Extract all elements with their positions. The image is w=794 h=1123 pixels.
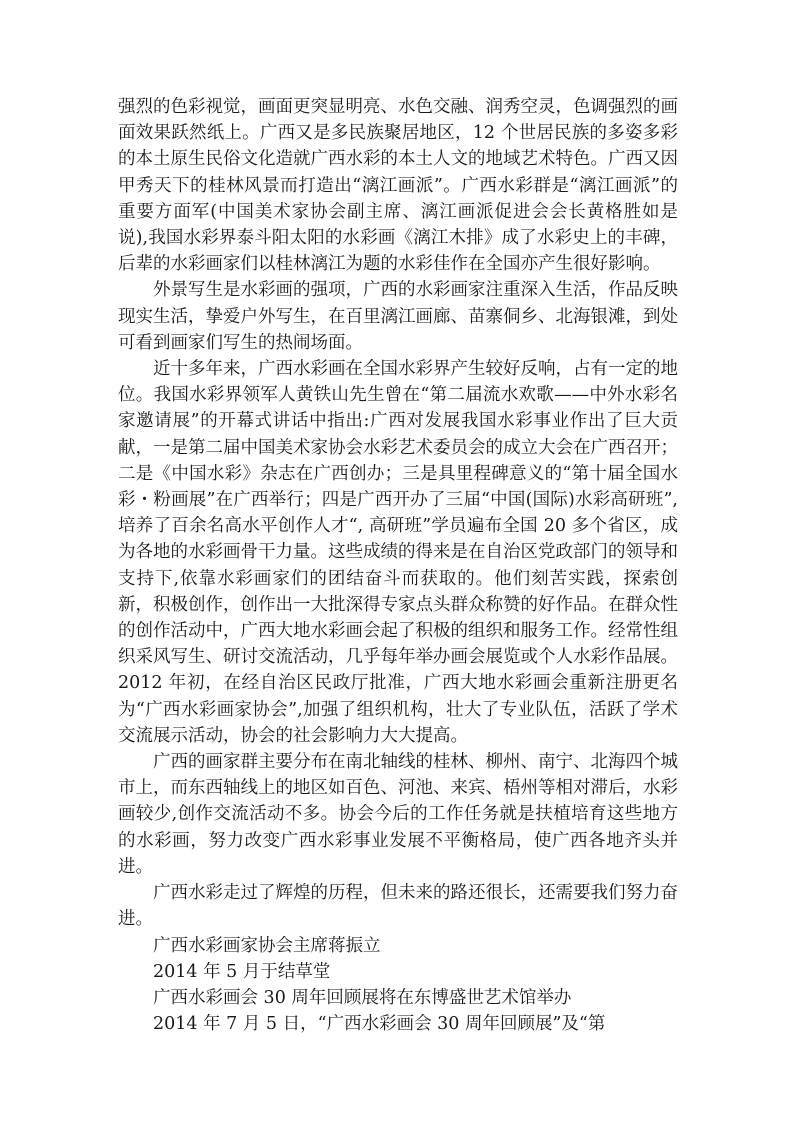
paragraph-recent-decade: 近十多年来，广西水彩画在全国水彩界产生较好反响，占有一定的地位。我国水彩界领军人黄铁山先生曾在“第二届流水欢歌——中外水彩名家邀请展”的开幕式讲话中指出:广西对发展我国水彩事业作出了巨大贡献，一是第二届中国美术家协会水彩艺术委员会的成立大会在广西召开；二是《中国水彩》杂志在广西创办；三是具里程碑意义的“第十届全国水彩・粉画展”在广西举行；四是广西开办了三届“中国(国际)水彩高研班”,培养了百余名高水平创作人才“, 高研班”学员遍布全国 20 多个省区，成为各地的水彩画骨干力量。这些成绩的得来是在自治区党政部门的领导和支持下,依靠水彩画家们的团结奋斗而获取的。他们刻苦实践，探索创新，积极创作，创作出一大批深得专家点头群众称赞的好作品。在群众性的创作活动中，广西大地水彩画会起了积极的组织和服务工作。经常性组织采风写生、研讨交流活动，几乎每年举办画会展览或个人水彩作品展。2012 年初，在经自治区民政厅批准，广西大地水彩画会重新注册更名为“广西水彩画家协会”,加强了组织机构，壮大了专业队伍，活跃了学术交流展示活动，协会的社会影响力大大提高。 <box>118 359 678 746</box>
paragraph-future-road: 广西水彩走过了辉煌的历程，但未来的路还很长，还需要我们努力奋进。 <box>118 883 678 930</box>
paragraph-color-vision: 强烈的色彩视觉，画面更突显明亮、水色交融、润秀空灵，色调强烈的画面效果跃然纸上。广西又是多民族聚居地区，12 个世居民族的多姿多彩的本土原生民俗文化造就广西水彩的本土人文的地域艺术特色。广西又因甲秀天下的桂林风景而打造出“漓江画派”。广西水彩群是“漓江画派”的重要方面军(中国美术家协会副主席、漓江画派促进会会长黄格胜如是说),我国水彩界泰斗阳太阳的水彩画《漓江木排》成了水彩史上的丰碑，后辈的水彩画家们以桂林漓江为题的水彩佳作在全国亦产生很好影响。 <box>118 97 678 275</box>
body-text <box>118 94 678 1037</box>
section-heading-retrospective: 广西水彩画会 30 周年回顾展将在东博盛世艺术馆举办 <box>153 987 572 1008</box>
paragraph-retrospective-start: 2014 年 7 月 5 日，“广西水彩画会 30 周年回顾展”及“第 <box>153 1014 606 1035</box>
paragraph-outdoor-sketching: 外景写生是水彩画的强项，广西的水彩画家注重深入生活，作品反映现实生活，挚爱户外写生，在百里漓江画廊、苗寨侗乡、北海银滩，到处可看到画家们写生的热闹场面。 <box>118 280 678 353</box>
paragraph-painter-distribution: 广西的画家群主要分布在南北轴线的桂林、柳州、南宁、北海四个城市上，而东西轴线上的地区如百色、河池、来宾、梧州等相对滞后，水彩画较少,创作交流活动不多。协会今后的工作任务就是扶植培育这些地方的水彩画，努力改变广西水彩事业发展不平衡格局，使广西各地齐头并进。 <box>118 752 678 877</box>
signature-author: 广西水彩画家协会主席蒋振立 <box>153 935 381 956</box>
signature-date: 2014 年 5 月于结草堂 <box>153 961 331 982</box>
